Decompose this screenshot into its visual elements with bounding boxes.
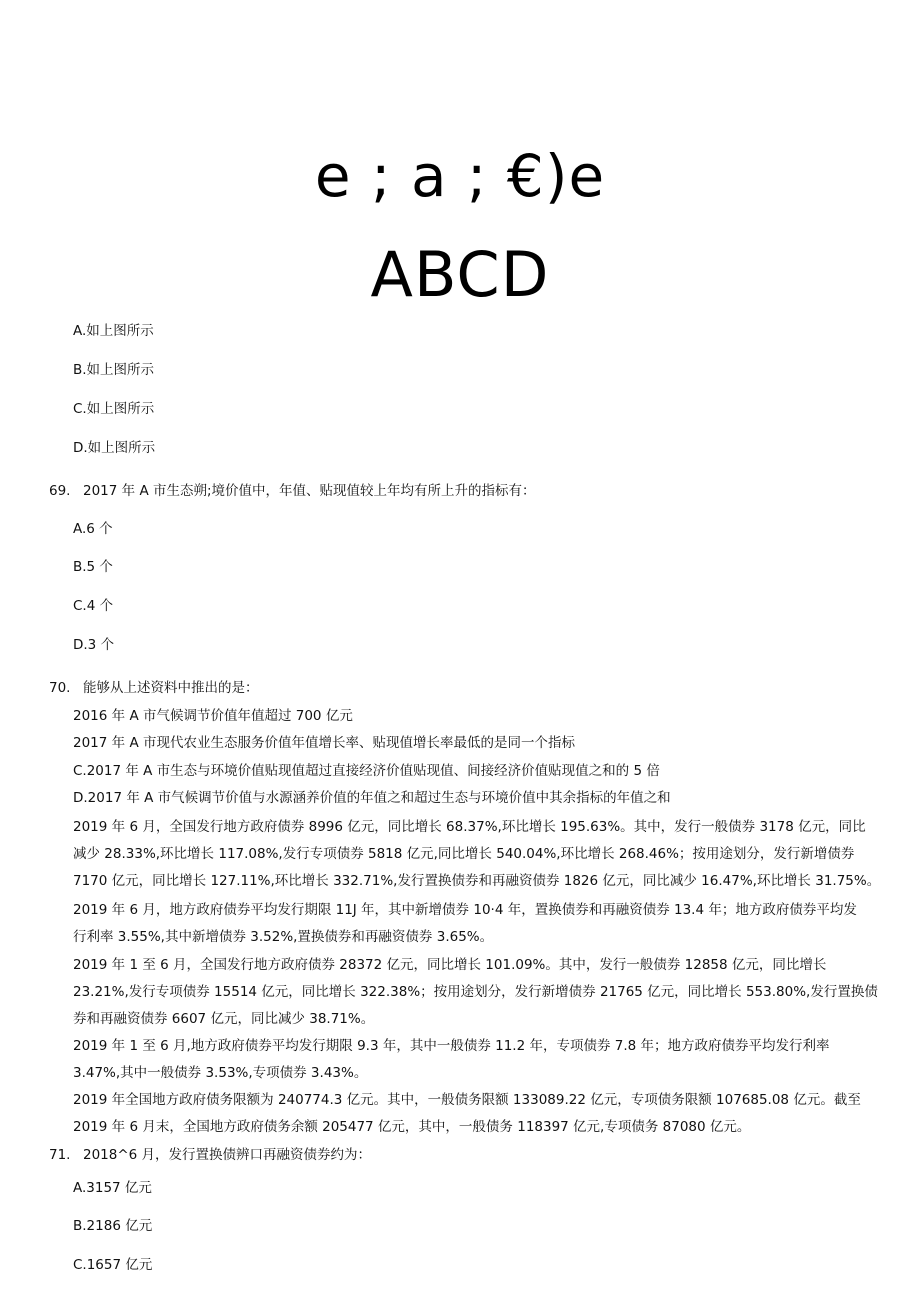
material-line: 2019 年 1 至 6 月,地方政府债券平均发行期限 9.3 年，其中一般债券 11.2 年，专项债券 7.8 年；地方政府债券平均发行利率	[73, 1038, 830, 1054]
q71-number: 71.	[49, 1147, 71, 1163]
q69-option-d: D.3 个	[73, 637, 115, 653]
q71-option-b: B.2186 亿元	[73, 1218, 153, 1234]
q69-option-c: C.4 个	[73, 598, 114, 614]
q69-option-b: B.5 个	[73, 559, 113, 575]
q71-option-c: C.1657 亿元	[73, 1257, 153, 1273]
material-line: 券和再融资债券 6607 亿元，同比减少 38.71%。	[73, 1011, 375, 1027]
material-line: 2019 年 1 至 6 月，全国发行地方政府债券 28372 亿元，同比增长 101.09%。其中，发行一般债券 12858 亿元，同比增长	[73, 957, 827, 973]
q69-option-a: A.6 个	[73, 521, 113, 537]
material-line: 2019 年 6 月，全国发行地方政府债券 8996 亿元，同比增长 68.37%,环比增长 195.63%。其中，发行一般债券 3178 亿元，同比	[73, 819, 866, 835]
material-line: 减少 28.33%,环比增长 117.08%,发行专项债券 5818 亿元,同比增长 540.04%,环比增长 268.46%；按用途划分，发行新增债券	[73, 846, 855, 862]
q71-option-a: A.3157 亿元	[73, 1180, 152, 1196]
q70-number: 70.	[49, 680, 71, 696]
material-line: 3.47%,其中一般债券 3.53%,专项债券 3.43%。	[73, 1065, 368, 1081]
material-line: 行利率 3.55%,其中新增债券 3.52%,置换债券和再融资债券 3.65%。	[73, 929, 494, 945]
q69-text: 2017 年 A 市生态朔;境价值中，年值、贴现值较上年均有所上升的指标有：	[83, 483, 536, 499]
q70-text: 能够从上述资料中推出的是：	[83, 680, 259, 696]
material-line: 2019 年全国地方政府债务限额为 240774.3 亿元。其中，一般债务限额 133089.22 亿元，专项债务限额 107685.08 亿元。截至	[73, 1092, 861, 1108]
q68-option-b: B.如上图所示	[73, 362, 155, 378]
q69-number: 69.	[49, 483, 71, 499]
q70-option-d: D.2017 年 A 市气候调节价值与水源涵养价值的年值之和超过生态与环境价值中其余指标的年值之和	[73, 790, 671, 806]
q71-text: 2018^6 月，发行置换债辨口再融资债券约为：	[83, 1147, 372, 1163]
material-line: 2019 年 6 月，地方政府债券平均发行期限 11J 年，其中新增债券 10·4 年，置换债券和再融资债券 13.4 年；地方政府债券平均发	[73, 902, 857, 918]
q70-option-a: 2016 年 A 市气候调节价值年值超过 700 亿元	[73, 708, 353, 724]
header-symbols: e ; a ; €)e	[314, 142, 606, 210]
material-line: 7170 亿元，同比增长 127.11%,环比增长 332.71%,发行置换债券和再融资债券 1826 亿元，同比减少 16.47%,环比增长 31.75%。	[73, 873, 881, 889]
material-line: 23.21%,发行专项债券 15514 亿元，同比增长 322.38%；按用途划分，发行新增债券 21765 亿元，同比增长 553.80%,发行置换债	[73, 984, 878, 1000]
material-line: 2019 年 6 月末，全国地方政府债务余额 205477 亿元，其中，一般债务 118397 亿元,专项债务 87080 亿元。	[73, 1119, 751, 1135]
q70-option-b: 2017 年 A 市现代农业生态服务价值年值增长率、贴现值增长率最低的是同一个指标	[73, 735, 575, 751]
q70-option-c: C.2017 年 A 市生态与环境价值贴现值超过直接经济价值贴现值、间接经济价值贴现值之和的 5 倍	[73, 763, 660, 779]
q68-option-d: D.如上图所示	[73, 440, 156, 456]
q68-option-a: A.如上图所示	[73, 323, 154, 339]
q68-option-c: C.如上图所示	[73, 401, 155, 417]
header-letters: ABCD	[370, 238, 550, 311]
